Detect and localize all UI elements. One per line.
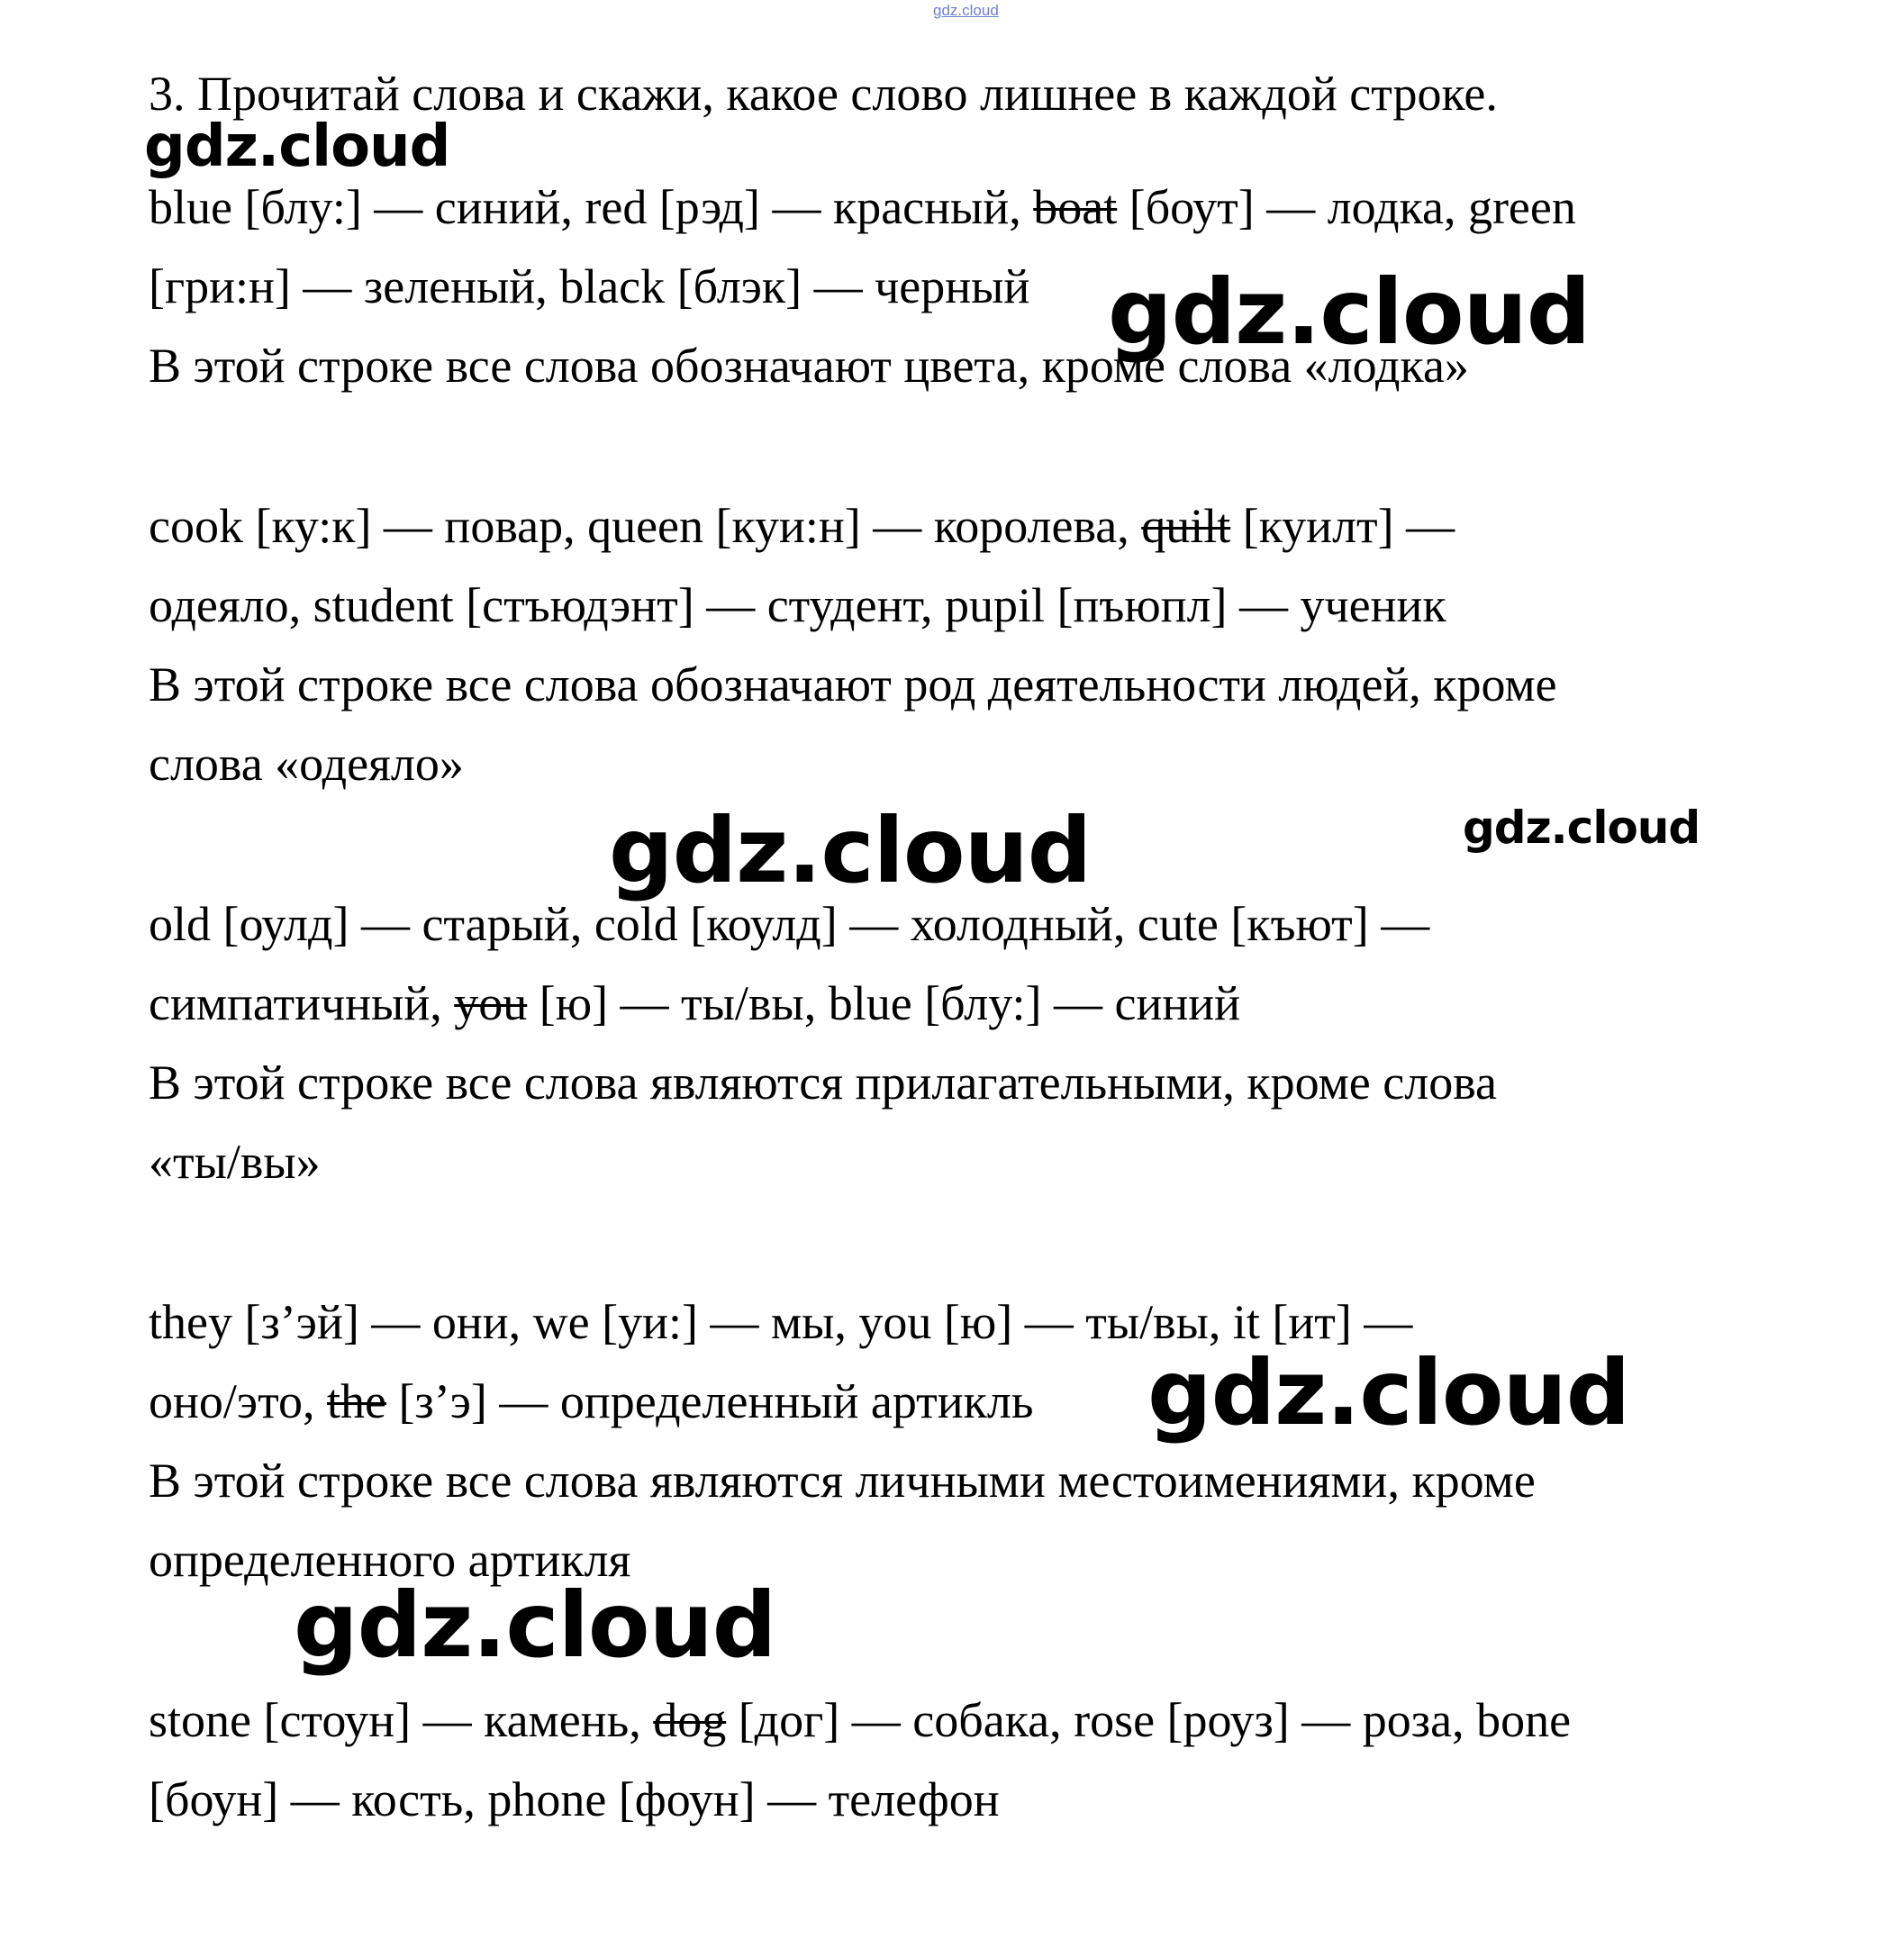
explanation-line: В этой строке все слова обозначают цвета, кроме слова «лодка» [149, 339, 1469, 393]
word-group-occupations [149, 486, 1752, 803]
odd-word: dog [653, 1693, 727, 1747]
word-line: cook [ку:к] — повар, queen [куи:н] — королева, quilt [куилт] — [149, 499, 1455, 553]
watermark: gdz.cloud [1108, 259, 1591, 365]
explanation-line: В этой строке все слова обозначают род деятельности людей, кроме [149, 657, 1557, 711]
explanation-line: В этой строке все слова являются прилагательными, кроме слова [149, 1056, 1497, 1110]
word-group-adjectives [149, 884, 1752, 1201]
word-group-one-sound [149, 1681, 1752, 1839]
word-line: blue [блу:] — синий, red [рэд] — красный, boat [боут] — лодка, green [149, 180, 1576, 234]
watermark: gdz.cloud [294, 1572, 776, 1678]
odd-word: the [326, 1374, 386, 1428]
word-line: they [з’эй] — они, we [уи:] — мы, you [ю] — ты/вы, it [ит] — [149, 1295, 1413, 1349]
exercise-heading: 3. Прочитай слова и скажи, какое слово лишнее в каждой строке. [149, 67, 1498, 121]
watermark: gdz.cloud [1463, 802, 1700, 854]
word-line: old [оулд] — старый, cold [коулд] — холодный, cute [къют] — [149, 897, 1430, 951]
odd-word: boat [1033, 180, 1118, 234]
explanation-line: слова «одеяло» [149, 737, 464, 791]
explanation-line: «ты/вы» [149, 1135, 321, 1189]
word-line: симпатичный, you [ю] — ты/вы, blue [блу:] — синий [149, 976, 1241, 1030]
odd-word: you [454, 976, 528, 1030]
word-line: [гри:н] — зеленый, black [блэк] — черный [149, 259, 1030, 313]
explanation-line: определенного артикля [149, 1533, 631, 1587]
word-line: одеяло, student [стъюдэнт] — студент, pupil [пъюпл] — ученик [149, 578, 1446, 632]
explanation-line: В этой строке все слова являются личными местоимениями, кроме [149, 1454, 1536, 1508]
source-link[interactable]: gdz.cloud [933, 2, 999, 19]
watermark: gdz.cloud [144, 113, 450, 180]
word-line: stone [стоун] — камень, dog [дог] — собака, rose [роуз] — роза, bone [149, 1693, 1572, 1747]
word-line: оно/это, the [з’э] — определенный артикль [149, 1374, 1034, 1428]
word-line: [боун] — кость, phone [фоун] — телефон [149, 1772, 1000, 1826]
watermark: gdz.cloud [609, 798, 1092, 903]
odd-word: quilt [1141, 499, 1231, 553]
watermark: gdz.cloud [1147, 1340, 1630, 1445]
